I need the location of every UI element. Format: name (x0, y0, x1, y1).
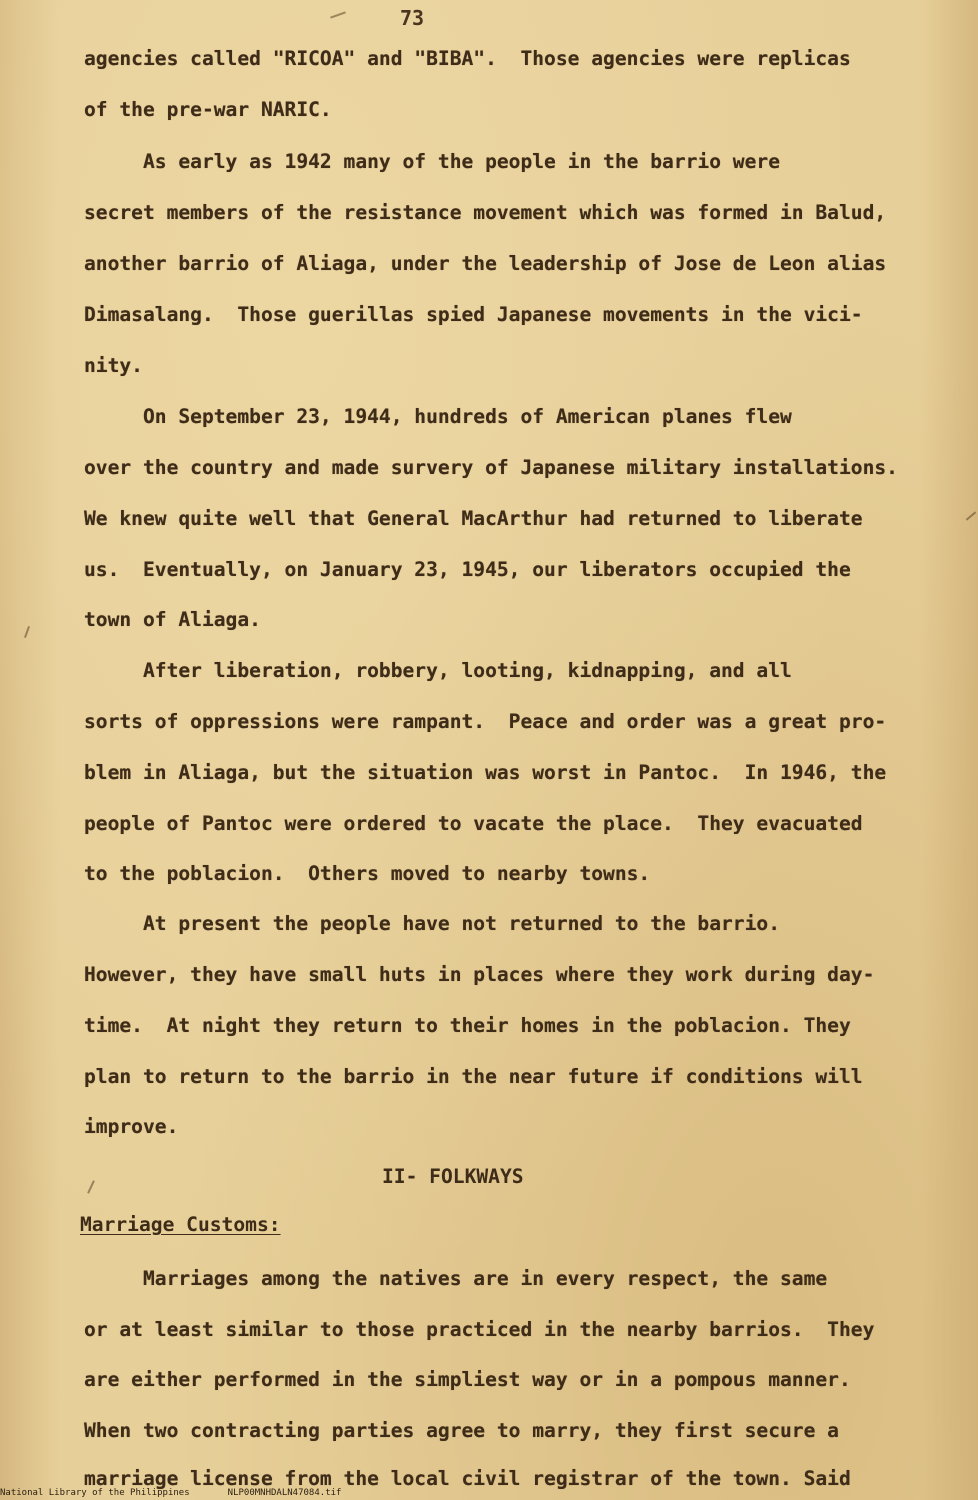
pen-mark (966, 511, 976, 520)
text-line: or at least similar to those practiced in the nearby barrios. They (84, 1318, 875, 1341)
text-line: agencies called "RICOA" and "BIBA". Those agencies were replicas (84, 47, 851, 70)
pen-mark (87, 1180, 95, 1194)
text-line: to the poblacion. Others moved to nearby towns. (84, 862, 651, 885)
pen-mark (24, 626, 30, 638)
text-line: time. At night they return to their homes in the poblacion. They (84, 1014, 851, 1037)
page-number: 73 (400, 6, 425, 30)
text-line: over the country and made survery of Japanese military installations. (84, 456, 898, 479)
text-line: When two contracting parties agree to marry, they first secure a (84, 1419, 839, 1442)
text-line: of the pre-war NARIC. (84, 98, 332, 121)
scan-footer (0, 1488, 341, 1498)
text-line: us. Eventually, on January 23, 1945, our liberators occupied the (84, 558, 851, 581)
file-id: NLP00MNHDALN47084.tif (227, 1488, 342, 1498)
text-line: On September 23, 1944, hundreds of American planes flew (84, 405, 792, 428)
pen-mark (330, 11, 346, 18)
text-line: are either performed in the simpliest way or in a pompous manner. (84, 1368, 851, 1391)
text-line: improve. (84, 1115, 179, 1138)
text-line: We knew quite well that General MacArthur had returned to liberate (84, 507, 863, 530)
text-line: At present the people have not returned to the barrio. (84, 912, 780, 935)
text-line: Marriages among the natives are in every respect, the same (84, 1267, 828, 1290)
text-line: marriage license from the local civil registrar of the town. Said (84, 1467, 851, 1490)
text-line: Dimasalang. Those guerillas spied Japanese movements in the vici- (84, 303, 863, 326)
text-line: nity. (84, 354, 143, 377)
library-credit: National Library of the Philippines (0, 1488, 190, 1498)
text-line: sorts of oppressions were rampant. Peace and order was a great pro- (84, 710, 887, 733)
text-line: plan to return to the barrio in the near future if conditions will (84, 1065, 863, 1088)
text-line: blem in Aliaga, but the situation was worst in Pantoc. In 1946, the (84, 761, 887, 784)
section-heading: II- FOLKWAYS (382, 1165, 524, 1188)
text-line: After liberation, robbery, looting, kidnapping, and all (84, 659, 792, 682)
text-line: However, they have small huts in places where they work during day- (84, 963, 875, 986)
text-line: secret members of the resistance movement which was formed in Balud, (84, 201, 887, 224)
text-line: another barrio of Aliaga, under the leadership of Jose de Leon alias (84, 252, 887, 275)
text-line: As early as 1942 many of the people in the barrio were (84, 150, 780, 173)
subsection-heading: Marriage Customs: (80, 1213, 281, 1236)
text-line: town of Aliaga. (84, 608, 261, 631)
text-line: people of Pantoc were ordered to vacate the place. They evacuated (84, 812, 863, 835)
